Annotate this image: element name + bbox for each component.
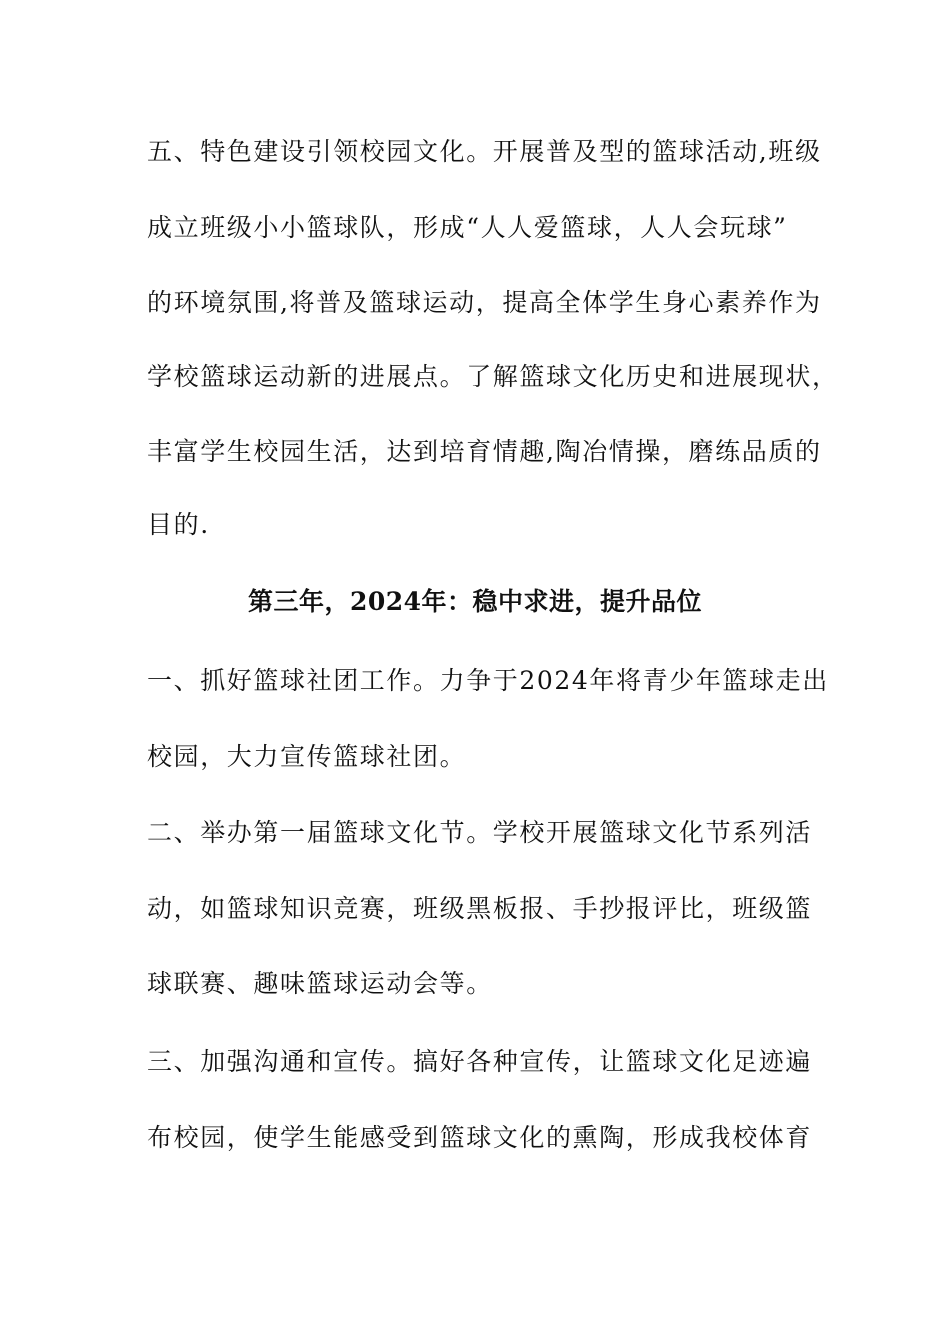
paragraph-line: 五、特色建设引领校园文化。开展普及型的篮球活动,班级 xyxy=(147,137,822,166)
paragraph-line: 目的. xyxy=(147,510,210,539)
paragraph-line: 动，如篮球知识竞赛，班级黑板报、手抄报评比，班级篮 xyxy=(147,894,813,923)
paragraph-line: 学校篮球运动新的进展点。了解篮球文化历史和进展现状， xyxy=(147,362,839,391)
paragraph-line: 的环境氛围,将普及篮球运动，提高全体学生身心素养作为 xyxy=(147,288,822,317)
paragraph-line: 一、抓好篮球社团工作。力争于2024年将青少年篮球走出 xyxy=(147,666,829,695)
paragraph-line: 三、加强沟通和宣传。搞好各种宣传，让篮球文化足迹遍 xyxy=(147,1047,813,1076)
paragraph-line: 丰富学生校园生活，达到培育情趣,陶冶情操，磨练品质的 xyxy=(147,437,822,466)
paragraph-line: 布校园，使学生能感受到篮球文化的熏陶，形成我校体育 xyxy=(147,1123,813,1152)
paragraph-line: 二、举办第一届篮球文化节。学校开展篮球文化节系列活 xyxy=(147,818,813,847)
section-heading: 第三年，2024年：稳中求进，提升品位 xyxy=(247,587,703,616)
paragraph-line: 球联赛、趣味篮球运动会等。 xyxy=(147,969,493,998)
paragraph-line: 校园，大力宣传篮球社团。 xyxy=(147,742,467,771)
paragraph-line: 成立班级小小篮球队，形成“人人爱篮球，人人会玩球” xyxy=(147,213,788,242)
